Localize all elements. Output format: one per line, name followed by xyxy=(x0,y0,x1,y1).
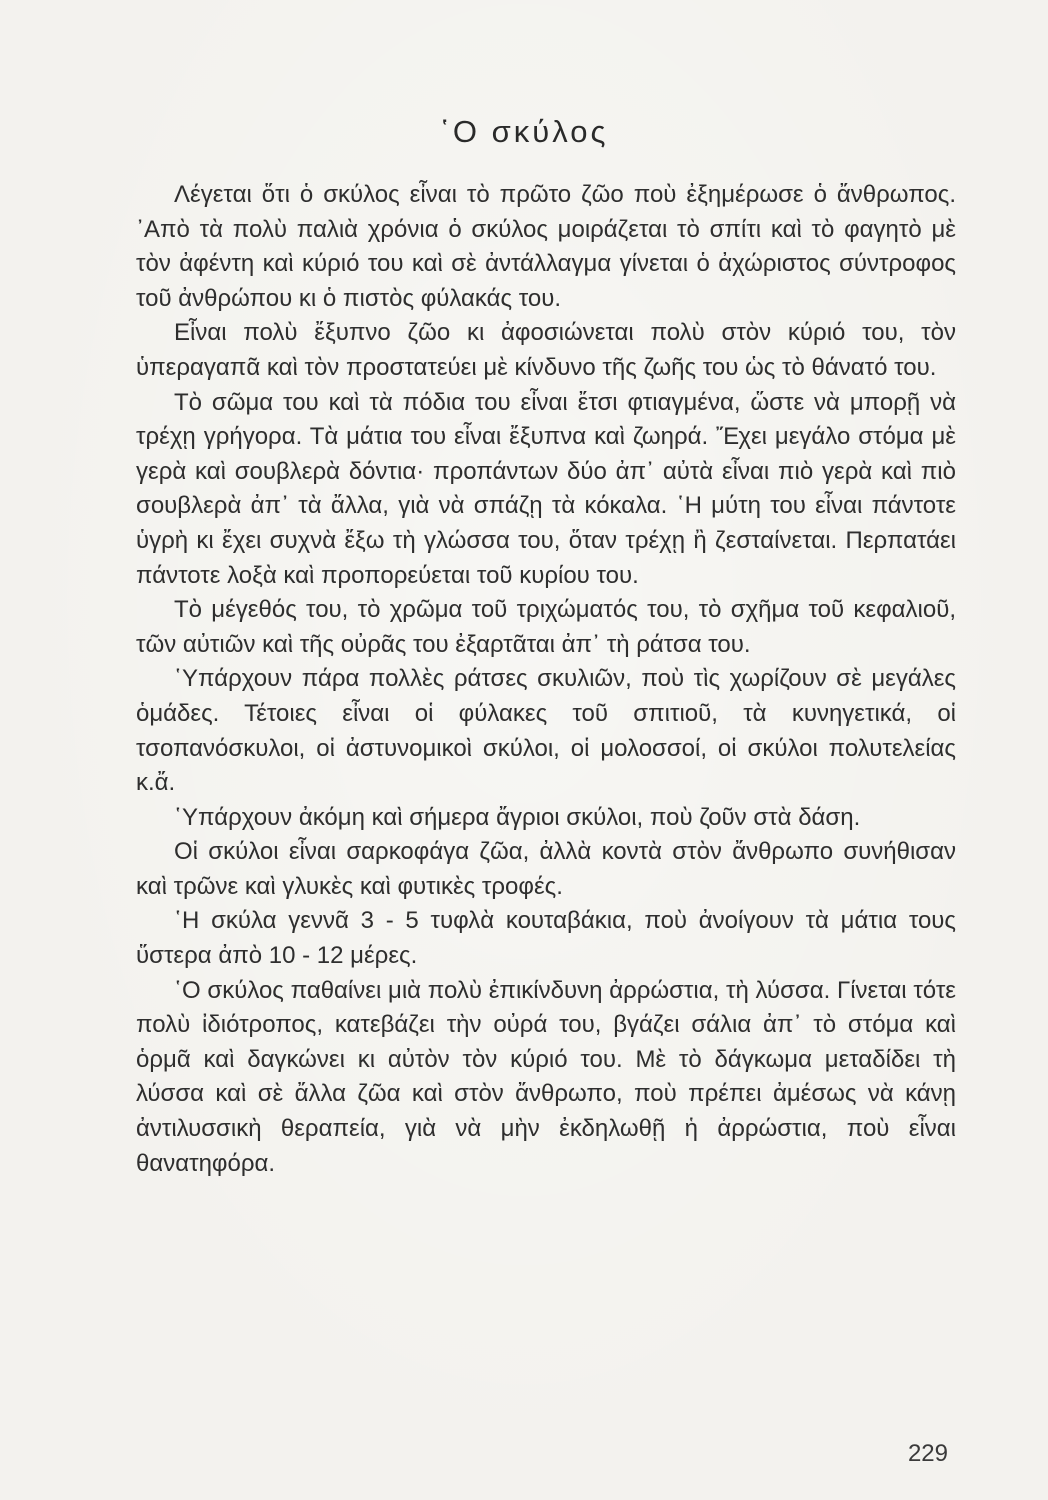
paragraph-3: Τὸ σῶμα του καὶ τὰ πόδια του εἶναι ἔτσι φτιαγμένα, ὥστε νὰ μπορῇ νὰ τρέχῃ γρήγορα. Τὰ μάτια του εἶναι ἔξυπνα καὶ ζωηρά. Ἔχει μεγάλο στόμα μὲ γερὰ καὶ σουβλερὰ δόντια· προπάντων δύο ἀπ᾿ αὐτὰ εἶναι πιὸ γερὰ καὶ πιὸ σουβλερὰ ἀπ᾿ τὰ ἄλλα, γιὰ νὰ σπάζῃ τὰ κόκαλα. ῾Η μύτη του εἶναι πάντοτε ὑγρὴ κι ἔχει συχνὰ ἔξω τὴ γλώσσα του, ὅταν τρέχῃ ἢ ζεσταίνεται. Περπατάει πάντοτε λοξὰ καὶ προπορεύεται τοῦ κυρίου του. xyxy=(136,388,956,589)
paragraph-8: ῾Η σκύλα γεννᾶ 3 - 5 τυφλὰ κουταβάκια, ποὺ ἀνοίγουν τὰ μάτια τους ὕστερα ἀπὸ 10 - 12 μέρες. xyxy=(136,907,956,970)
paragraph-5: ῾Υπάρχουν πάρα πολλὲς ράτσες σκυλιῶν, ποὺ τὶς χωρίζουν σὲ μεγάλες ὁμάδες. Τέτοιες εἶναι οἱ φύλακες τοῦ σπιτιοῦ, τὰ κυνηγετικά, οἱ τσοπανόσκυλοι, οἱ ἀστυνομικοὶ σκύλοι, οἱ μολοσσοί, οἱ σκύλοι πολυτελείας κ.ἄ. xyxy=(136,665,956,797)
body-text xyxy=(136,178,956,1181)
paragraph-9: ῾Ο σκύλος παθαίνει μιὰ πολὺ ἐπικίνδυνη ἀρρώστια, τὴ λύσσα. Γίνεται τότε πολὺ ἰδιότροπος, κατεβάζει τὴν οὐρά του, βγάζει σάλια ἀπ᾿ τὸ στόμα καὶ ὁρμᾶ καὶ δαγκώνει κι αὐτὸν τὸν κύριό του. Μὲ τὸ δάγκωμα μεταδίδει τὴ λύσσα καὶ σὲ ἄλλα ζῶα καὶ στὸν ἄνθρωπο, ποὺ πρέπει ἀμέσως νὰ κάνῃ ἀντιλυσσικὴ θεραπεία, γιὰ νὰ μὴν ἐκδηλωθῇ ἡ ἀρρώστια, ποὺ εἶναι θανατηφόρα. xyxy=(136,976,956,1177)
paragraph-1: Λέγεται ὅτι ὁ σκύλος εἶναι τὸ πρῶτο ζῶο ποὺ ἐξημέρωσε ὁ ἄνθρωπος. ᾿Απὸ τὰ πολὺ παλιὰ χρόνια ὁ σκύλος μοιράζεται τὸ σπίτι καὶ τὸ φαγητὸ μὲ τὸν ἀφέντη καὶ κύριό του καὶ σὲ ἀντάλλαγμα γίνεται ὁ ἀχώριστος σύντροφος τοῦ ἀνθρώπου κι ὁ πιστὸς φύλακάς του. xyxy=(136,181,956,312)
paragraph-6: ῾Υπάρχουν ἀκόμη καὶ σήμερα ἄγριοι σκύλοι, ποὺ ζοῦν στὰ δάση. xyxy=(174,803,861,831)
paragraph-7: Οἱ σκύλοι εἶναι σαρκοφάγα ζῶα, ἀλλὰ κοντὰ στὸν ἄνθρωπο συνήθισαν καὶ τρῶνε καὶ γλυκὲς καὶ φυτικὲς τροφές. xyxy=(136,838,956,900)
page-number: 229 xyxy=(907,1440,948,1467)
page-title: ῾Ο σκύλος xyxy=(439,114,609,149)
paragraph-2: Εἶναι πολὺ ἔξυπνο ζῶο κι ἀφοσιώνεται πολὺ στὸν κύριό του, τὸν ὑπεραγαπᾶ καὶ τὸν προστατεύει μὲ κίνδυνο τῆς ζωῆς του ὡς τὸ θάνατό του. xyxy=(136,319,956,381)
paragraph-4: Τὸ μέγεθός του, τὸ χρῶμα τοῦ τριχώματός του, τὸ σχῆμα τοῦ κεφαλιοῦ, τῶν αὐτιῶν καὶ τῆς οὐρᾶς του ἐξαρτᾶται ἀπ᾿ τὴ ράτσα του. xyxy=(136,596,956,658)
